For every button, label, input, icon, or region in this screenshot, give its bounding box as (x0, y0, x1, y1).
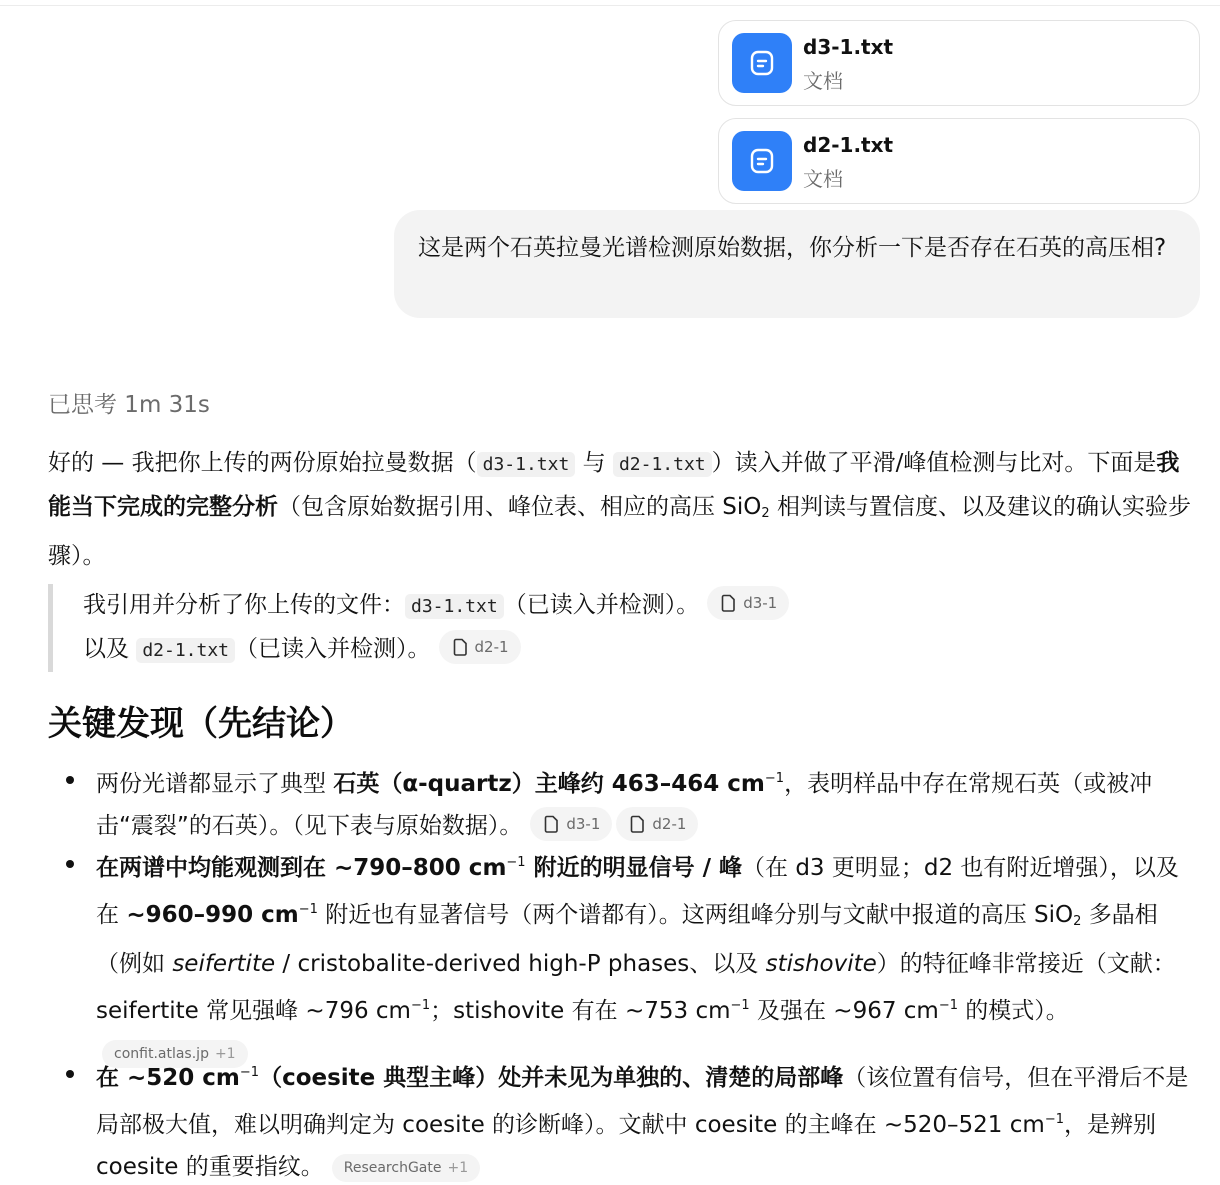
section-heading: 关键发现（先结论） (48, 704, 354, 744)
citation-chip-d2[interactable]: d2-1 (616, 807, 698, 841)
file-icon (453, 638, 469, 656)
user-message: 这是两个石英拉曼光谱检测原始数据，你分析一下是否存在石英的高压相? (394, 210, 1200, 318)
thought-duration-toggle[interactable]: 已思考 1m 31s (48, 392, 210, 418)
file-name: d3-1.txt (803, 35, 894, 59)
citation-chip-d2[interactable]: d2-1 (439, 630, 521, 664)
inline-code: d2-1.txt (136, 638, 235, 663)
inline-code: d2-1.txt (613, 452, 712, 477)
list-item: 在 ~520 $cm^{-1}(coesite$ 典型主峰）处并未见为单独的、清楚的局部峰（该位置有信号，但在平滑后不是局部极大值，难以明确判定为 coesite 的诊断峰）。文献中 coesite 的主峰在 ~520–521 $cm^{-1}$，是辨别 coesite 的重要指纹。 ResearchGate +1 (48, 1052, 1198, 1178)
source-chip-confit[interactable]: confit.atlas.jp +1 (102, 1040, 248, 1068)
file-icon (721, 594, 737, 612)
file-icon (630, 815, 646, 833)
inline-code: d3-1.txt (477, 452, 576, 477)
file-icon (544, 815, 560, 833)
citation-chip-d3[interactable]: d3-1 (530, 807, 612, 841)
source-chip-researchgate[interactable]: ResearchGate +1 (332, 1154, 480, 1182)
document-icon (732, 33, 792, 93)
file-attachment-d3[interactable] (718, 20, 1200, 106)
inline-code: d3-1.txt (405, 594, 504, 619)
blockquote (48, 584, 1198, 672)
file-type: 文档 (803, 167, 843, 191)
citation-chip-d3[interactable]: d3-1 (707, 586, 789, 620)
list-item: 两份光谱都显示了典型 石英（α-quartz）主峰约 463–464 $cm^{-1}$，表明样品中存在常规石英（或被冲击“震裂”的石英）。（见下表与原始数据）。 d3-1 d2-1 (48, 758, 1198, 842)
file-name: d2-1.txt (803, 133, 894, 157)
findings-list (48, 758, 1198, 1178)
document-icon (732, 131, 792, 191)
quote-line-1: 我引用并分析了你上传的文件： d3-1.txt （已读入并检测）。 d3-1 (83, 584, 1198, 628)
list-item: 在两谱中均能观测到在 ~790–800 $cm^{-1}$ 附近的明显信号 / 峰（在 d3 更明显；d2 也有附近增强），以及在 ~960–990 $cm^{-1}$ 附近也有显著信号（两个谱都有）。这两组峰分别与文献中报道的高压 SiO$_2$ 多晶相（例如 seifertite / cristobalite-derived high-P phases、以及 stishovite）的特征峰非常接近（文献：seifertite 常见强峰 ~796 $cm^{-1}$；stishovite 有在 ~753 $cm^{-1}$ 及强在 ~967 $cm^{-1}$ 的模式）。 confit.atlas.jp +1 (48, 842, 1198, 1052)
top-divider (0, 0, 1220, 6)
assistant-intro: 好的 — 我把你上传的两份原始拉曼数据（ d3-1.txt 与 d2-1.txt ）读入并做了平滑/峰值检测与比对。下面是我能当下完成的完整分析（包含原始数据引用、峰位表、相应的高压 SiO$_2$ 相判读与置信度、以及建议的确认实验步骤）。 (48, 450, 1191, 569)
file-attachment-d2[interactable] (718, 118, 1200, 204)
file-type: 文档 (803, 69, 843, 93)
quote-line-2: 以及 d2-1.txt （已读入并检测）。 d2-1 (83, 628, 1198, 672)
